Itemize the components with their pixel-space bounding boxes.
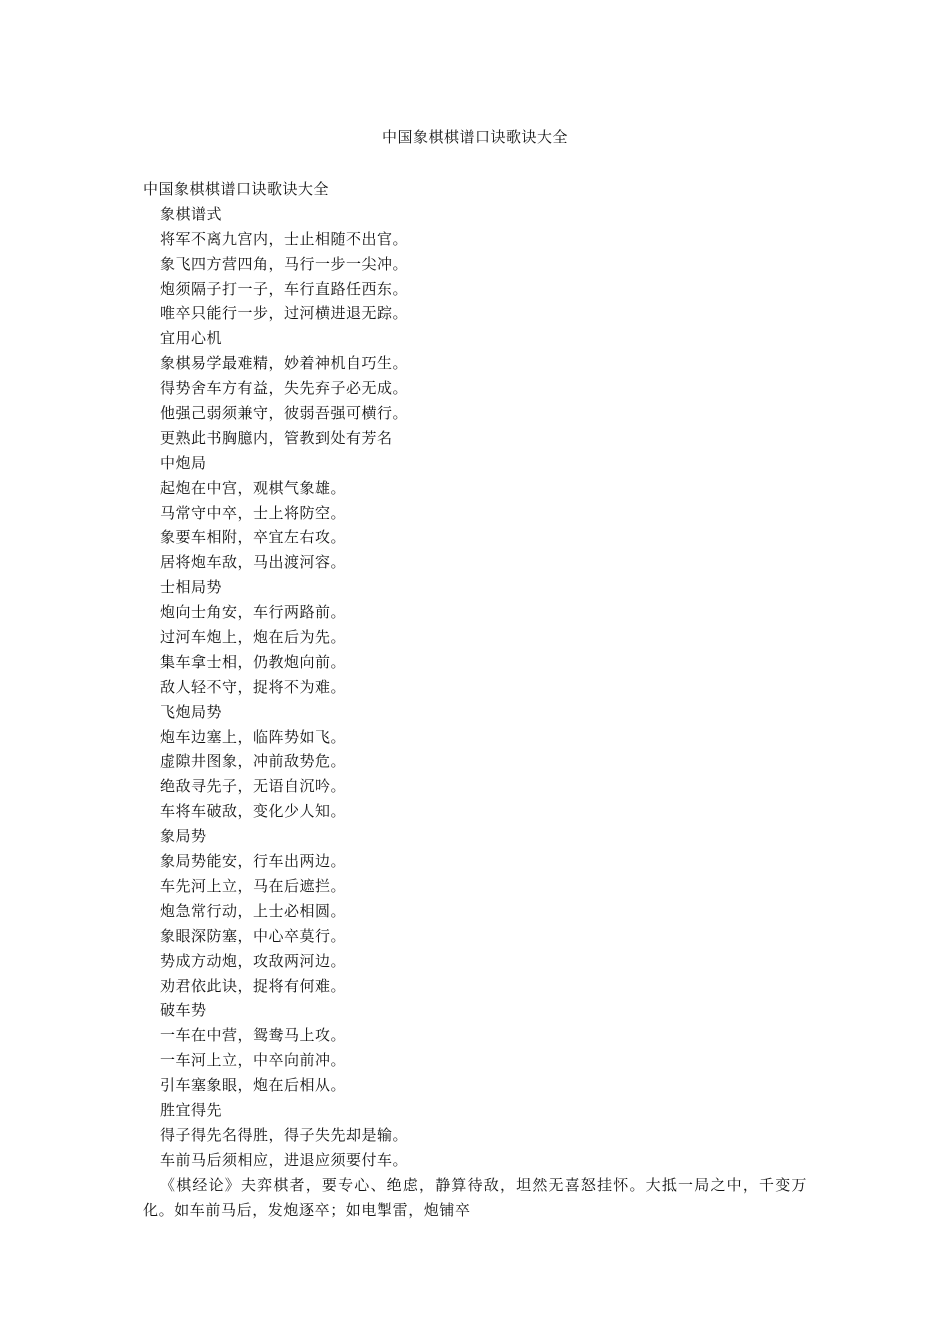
verse-line: 虚隙井图象，冲前敌势危。 [160, 752, 347, 771]
verse-line: 炮须隔子打一子，车行直路任西东。 [160, 279, 409, 298]
verse-line: 车前马后须相应，进退应须要付车。 [160, 1150, 409, 1169]
verse-line: 马常守中卒，士上将防空。 [160, 503, 347, 522]
document-body [143, 177, 807, 1222]
verse-line: 引车塞象眼，炮在后相从。 [160, 1076, 347, 1095]
document-heading: 中国象棋棋谱口诀歌诀大全 [143, 180, 330, 198]
verse-line: 劝君依此诀，捉将有何难。 [160, 976, 347, 995]
verse-line: 炮向士角安，车行两路前。 [160, 603, 347, 622]
verse-line: 象棋易学最难精，妙着神机自巧生。 [160, 354, 409, 373]
verse-line: 将军不离九宫内，士止相随不出官。 [160, 229, 409, 248]
verse-line: 中炮局 [160, 453, 207, 472]
verse-line: 破车势 [160, 1001, 207, 1020]
verse-line: 宜用心机 [160, 329, 223, 348]
verse-line: 象要车相附，卒宜左右攻。 [160, 528, 347, 547]
verse-line: 他强己弱须兼守，彼弱吾强可横行。 [160, 404, 409, 423]
verse-line: 过河车炮上，炮在后为先。 [160, 628, 347, 647]
verse-line: 绝敌寻先子，无语自沉吟。 [160, 777, 347, 796]
verse-line: 得势舍车方有益，失先弃子必无成。 [160, 379, 409, 398]
document-title: 中国象棋棋谱口诀歌诀大全 [381, 128, 568, 146]
verse-line: 敌人轻不守，捉将不为难。 [160, 677, 347, 696]
verse-line: 士相局势 [160, 578, 223, 597]
verse-line: 象局势 [160, 827, 207, 846]
verse-line: 炮车边塞上，临阵势如飞。 [160, 727, 347, 746]
body-paragraph: 《棋经论》夫弈棋者，要专心、绝虑，静算待敌，坦然无喜怒挂怀。大抵一局之中，千变万化。如车前马后，发炮逐卒；如电掣雷，炮铺卒 [143, 1175, 807, 1219]
verse-line: 得子得先名得胜，得子失先却是输。 [160, 1125, 409, 1144]
verse-line: 炮急常行动，上士必相圆。 [160, 901, 347, 920]
verse-line: 飞炮局势 [160, 702, 223, 721]
verse-line: 集车拿士相，仍教炮向前。 [160, 652, 347, 671]
verse-line: 一车在中营，鸳鸯马上攻。 [160, 1026, 347, 1045]
verse-line: 一车河上立，中卒向前冲。 [160, 1051, 347, 1070]
verse-line: 车先河上立，马在后遮拦。 [160, 876, 347, 895]
verse-line: 车将车破敌，变化少人知。 [160, 802, 347, 821]
verse-line: 象局势能安，行车出两边。 [160, 852, 347, 871]
verse-line: 更熟此书胸臆内，管教到处有芳名 [160, 428, 393, 447]
verse-line: 起炮在中宫，观棋气象雄。 [160, 478, 347, 497]
verse-line: 胜宜得先 [160, 1100, 223, 1119]
verse-line: 唯卒只能行一步，过河横进退无踪。 [160, 304, 409, 323]
verse-lines [143, 202, 807, 1173]
verse-line: 象眼深防塞，中心卒莫行。 [160, 926, 347, 945]
verse-line: 居将炮车敌，马出渡河容。 [160, 553, 347, 572]
verse-line: 象棋谱式 [160, 204, 223, 223]
verse-line: 势成方动炮，攻敌两河边。 [160, 951, 347, 970]
verse-line: 象飞四方营四角，马行一步一尖冲。 [160, 254, 409, 273]
